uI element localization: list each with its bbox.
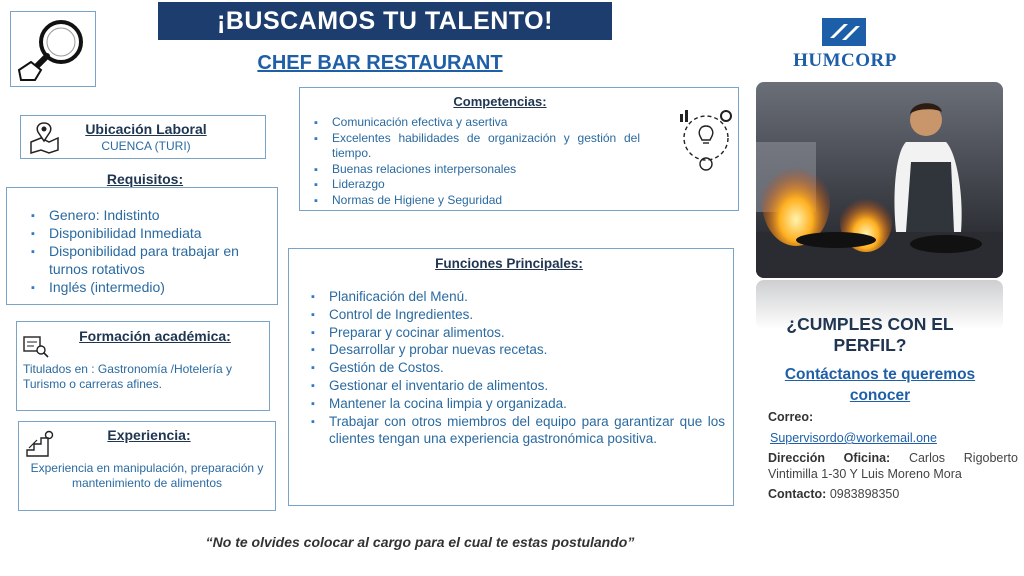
list-item: ▪ Preparar y cocinar alimentos. [329,324,725,342]
ideas-head-icon [678,106,734,172]
list-item: ▪ Desarrollar y probar nuevas recetas. [329,341,725,359]
competencies-list [310,115,640,208]
location-value: CUENCA (TURI) [101,139,191,153]
brand-name: HUMCORP [793,50,897,71]
experience-box [18,421,276,511]
requirements-box [6,187,278,305]
page-title: ¡BUSCAMOS TU TALENTO! [158,2,612,40]
list-item: ▪ Mantener la cocina limpia y organizada. [329,395,725,413]
stairs-growth-icon [25,430,55,458]
cta-question: ¿CUMPLES CON EL PERFIL? [786,314,954,355]
list-item: ▪ Inglés (intermedio) [49,278,269,296]
list-item: ▪ Disponibilidad para trabajar en turnos rotativos [49,242,269,278]
experience-text: Experiencia en manipulación, preparación y mantenimiento de alimentos [30,461,264,490]
education-box [16,321,270,411]
list-item: ▪ Genero: Indistinto [49,206,269,224]
footer-note: “No te olvides colocar al cargo para el cual te estas postulando” [205,534,635,550]
requirements-title: Requisitos: [106,171,184,187]
list-item: ▪ Gestión de Costos. [329,359,725,377]
education-title: Formación académica: [79,328,231,344]
list-item: ▪ Control de Ingredientes. [329,306,725,324]
address-label: Dirección Oficina: [768,451,891,465]
functions-list [307,288,725,448]
list-item: ▪ Planificación del Menú. [329,288,725,306]
contact-link[interactable]: Contáctanos te queremos conocer [784,366,976,404]
list-item: ▪ Comunicación efectiva y asertiva [332,115,640,131]
chef-photo [756,82,1003,278]
humcorp-logo-icon [820,16,868,48]
competencies-title: Competencias: [453,94,547,109]
phone [768,487,899,501]
education-text: Titulados en : Gastronomía /Hotelería y Turismo o carreras afines. [23,362,232,391]
list-item: ▪ Liderazgo [332,177,640,193]
degree-search-icon [23,334,49,358]
job-title: CHEF BAR RESTAURANT [257,52,503,74]
functions-box [288,248,734,506]
list-item: ▪ Gestionar el inventario de alimentos. [329,377,725,395]
list-item: ▪ Buenas relaciones interpersonales [332,162,640,178]
list-item: ▪ Excelentes habilidades de organización y gestión del tiempo. [332,131,640,162]
competencies-box [299,87,739,211]
functions-title: Funciones Principales: [435,256,583,271]
location-title: Ubicación Laboral [85,121,207,137]
phone-value: 0983898350 [829,487,900,501]
magnifier-hand-icon [11,12,95,86]
email-link[interactable]: Supervisordo@workemail.one [770,431,937,445]
magnifier-icon-box [10,11,96,87]
address-value: Carlos Rigoberto Vintimilla 1-30 Y Luis Moreno Mora [768,451,1018,481]
address [768,450,1018,482]
requirements-list [15,206,269,296]
experience-title: Experiencia: [107,427,191,443]
list-item: ▪ Normas de Higiene y Seguridad [332,193,640,209]
phone-label: Contacto: [768,487,827,501]
list-item: ▪ Trabajar con otros miembros del equipo para garantizar que los clientes tengan una experiencia gastronómica positiva. [329,413,725,449]
email-label: Correo: [768,410,814,424]
list-item: ▪ Disponibilidad Inmediata [49,224,269,242]
location-box [20,115,266,159]
location-map-icon [27,120,61,154]
